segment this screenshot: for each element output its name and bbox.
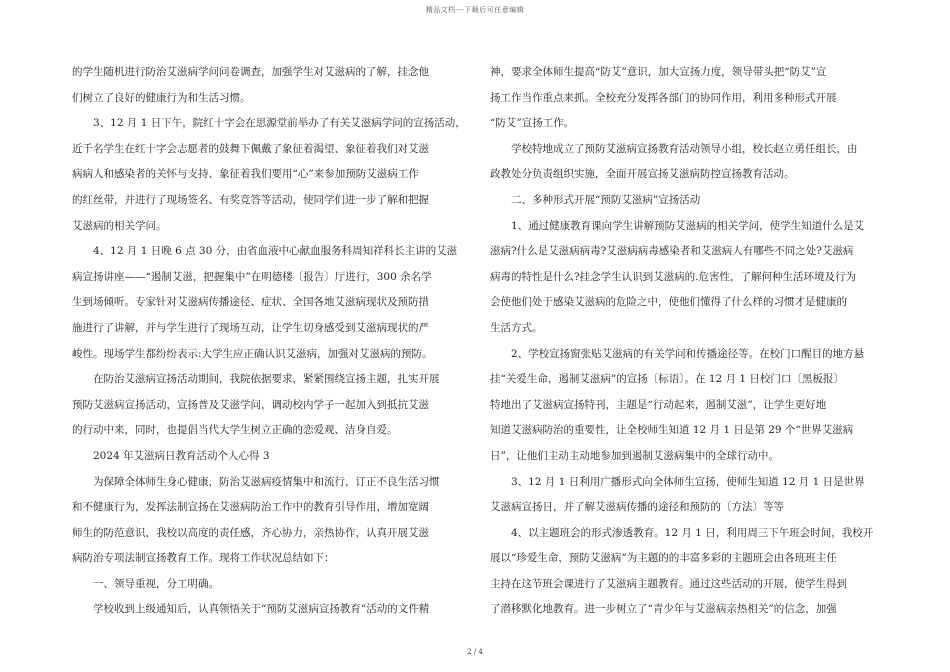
text-line: 1、通过健康教育课向学生讲解预防艾滋病的相关学问，使学生知道什么是艾 [490,219,865,232]
text-line: 生到场倾听。专家针对艾滋病传播途径、症状、全国各地艾滋病现状及预防措 [72,296,429,309]
text-line: 知道艾滋病防治的重要性，让全校师生知道 12 月 1 日是第 29 个“世界艾滋病 [490,424,854,437]
text-line: 师生的防范意识，我校以高度的责任感，齐心协力，亲热协作，认真开展艾滋 [72,526,429,539]
text-line: 挂“关爱生命，遏制艾滋病”的宣扬〔标语〕。在 12 月 1 日校门口〔黑板报〕 [490,373,844,386]
text-line: 在防治艾滋病宣扬活动期间，我院依据要求，紧紧围绕宣扬主题，扎实开展 [72,373,440,386]
text-line: 3、12 月 1 日下午，院红十字会在思源堂前举办了有关艾滋病学问的宣扬活动， [72,117,466,130]
text-line: 主持在这节班会课进行了艾滋病主题教育。通过这些活动的开展，使学生得到 [490,577,847,590]
right-text-column [490,60,895,623]
text-line: 会使他们处于感染艾滋病的危险之中，使他们懂得了什么样的习惯才是健康的 [490,296,847,309]
text-line: 3、12 月 1 日利用广播形式向全体师生宣扬，使师生知道 12 月 1 日是世界 [490,475,865,488]
text-line: 病病人和感染者的关怀与支持、象征着我们要用“心”来参加预防艾滋病工作 [72,168,419,181]
text-line: 峻性。现场学生都纷纷表示:大学生应正确认识艾滋病，加强对艾滋病的预防。 [72,347,433,360]
page-header: 精品文档---下载后可任意编辑 [425,6,525,14]
text-line: 艾滋病宣扬日，并了解艾滋病传播的途径和预防的〔方法〕等等 [490,501,784,514]
text-line: 的学生随机进行防治艾滋病学问问卷调查，加强学生对艾滋病的了解，挂念他 [72,66,429,78]
text-line: 展以“珍爱生命，预防艾滋病”为主题的的丰富多彩的主题班会由各班班主任 [490,552,837,565]
text-line: 施进行了讲解，并与学生进行了现场互动，让学生切身感受到艾滋病现状的严 [72,321,429,334]
text-line: 学校特地成立了预防艾滋病宣扬教育活动领导小组，校长赵立勇任组长，由 [490,142,858,155]
text-line: 特地出了艾滋病宣扬特刊，主题是“行动起来，遏制艾滋”，让学生更好地 [490,398,827,411]
page-number: 2 / 4 [467,648,483,656]
text-line: 病防治专项法制宣扬教育工作。现将工作状况总结如下： [72,552,335,565]
text-line: 政教处分负责组织实施，全面开展宣扬艾滋病防控宣扬教育活动。 [490,168,795,181]
text-line: 近千名学生在红十字会志愿者的鼓舞下佩戴了象征着渴望、象征着我们对艾滋 [72,142,429,155]
left-text-column [72,60,477,623]
text-line: 滋病?什么是艾滋病病毒?艾滋病病毒感染者和艾滋病人有哪些不同之处?艾滋病 [490,245,854,258]
text-line: 病宣扬讲座——“遏制艾滋，把握集中”在明德楼〔报告〕厅进行，300 余名学 [72,270,432,283]
text-line: 日”，让他们主动主动地参加到遏制艾滋病集中的全球行动中。 [490,449,779,462]
text-line: 扬工作当作重点来抓。全校充分发挥各部门的协同作用，利用多种形式开展 [490,91,837,104]
text-line: 神，要求全体师生提高“防艾”意识，加大宣扬力度，领导带头把“防艾”宣 [490,66,827,78]
text-line: 一、领导重视，分工明确。 [72,577,219,590]
text-line: 4、12 月 1 日晚 6 点 30 分，由省血液中心献血服务科周知祥科长主讲的艾滋 [72,245,458,258]
text-line: “防艾”宣扬工作。 [490,117,575,130]
text-line: 了潜移默化地教育。进一步树立了“青少年与艾滋病亲热相关”的信念，加强 [490,603,837,616]
text-line: 二、多种形式开展“预防艾滋病”宣扬活动 [490,193,701,206]
text-line: 2、学校宣扬窗张贴艾滋病的有关学问和传播途径等。在校门口醒目的地方悬 [490,347,865,360]
text-line: 生活方式。 [490,321,543,334]
text-line: 2024 年艾滋病日教育活动个人心得 3 [72,449,270,462]
text-line: 的行动中来，同时，也提倡当代大学生树立正确的恋爱观、洁身自爱。 [72,424,398,437]
text-line: 病毒的特性是什么?挂念学生认识到艾滋病的.危害性，了解何种生活环境及行为 [490,270,856,283]
text-line: 为保障全体师生身心健康，防治艾滋病疫情集中和流行，订正不良生活习惯 [72,475,440,488]
text-line: 们树立了良好的健康行为和生活习惯。 [72,91,251,104]
text-line: 的红丝带，并进行了现场签名、有奖竞答等活动，使同学们进一步了解和把握 [72,193,429,206]
text-line: 艾滋病的相关学问。 [72,219,167,232]
text-line: 预防艾滋病宣扬活动，宣扬普及艾滋学问，调动校内学子一起加入到抵抗艾滋 [72,398,429,411]
text-line: 4、以主题班会的形式渗透教育。12 月 1 日，利用周三下午班会时间，我校开 [490,526,874,539]
text-line: 学校收到上级通知后，认真领悟关于“预防艾滋病宣扬教育”活动的文件精 [72,603,430,616]
text-line: 和不健康行为，发挥法制宣扬在艾滋病防治工作中的教育引导作用，增加宽阔 [72,501,429,514]
